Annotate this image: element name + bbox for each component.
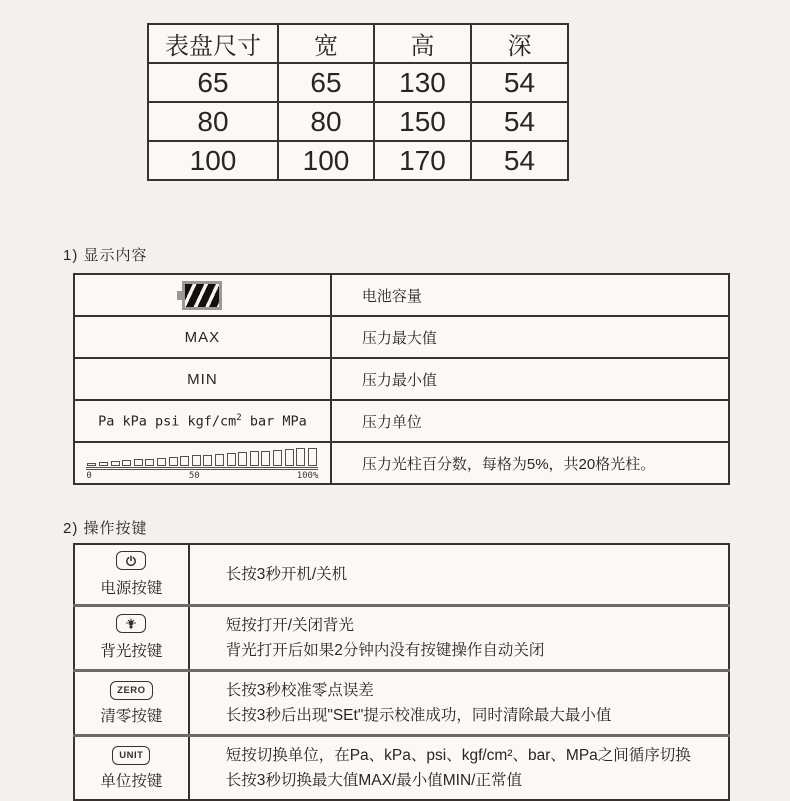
- zero-key-label: 清零按键: [100, 707, 163, 725]
- tick-100: 100%: [296, 470, 319, 481]
- bar-segment: [238, 452, 247, 465]
- bar-segment: [145, 459, 154, 466]
- desc-line: 长按3秒校准零点误差: [225, 681, 374, 699]
- bar-graph-ticks: [86, 471, 318, 481]
- bar-segment: [99, 462, 108, 466]
- zero-key-cell: [74, 670, 189, 735]
- cell: 65: [278, 63, 374, 102]
- bar-segment: [122, 460, 131, 465]
- desc-line: 背光打开后如果2分钟内没有按键操作自动关闭: [225, 641, 545, 659]
- bargraph-cell: [74, 442, 331, 484]
- bar-segment: [192, 455, 201, 465]
- power-key-label: 电源按键: [100, 579, 163, 597]
- cell: 100: [148, 141, 278, 180]
- header-dial-size: 表盘尺寸: [148, 24, 278, 63]
- backlight-key-label: 背光按键: [100, 642, 163, 660]
- power-key-desc: 长按3秒开机/关机: [189, 544, 729, 605]
- table-row-max: [74, 316, 729, 358]
- table-row-zero-key: [74, 670, 729, 735]
- cell: 100: [278, 141, 374, 180]
- table-row: [148, 102, 568, 141]
- cell: 80: [148, 102, 278, 141]
- display-content-table: [73, 273, 730, 485]
- bar-segment: [87, 463, 96, 466]
- bargraph-icon: [86, 446, 318, 481]
- bar-segment: [296, 448, 305, 465]
- cell: 65: [148, 63, 278, 102]
- cell: 54: [471, 63, 568, 102]
- dial-size-table: [147, 23, 569, 181]
- tick-50: 50: [188, 470, 200, 481]
- max-label: MAX: [74, 316, 331, 358]
- backlight-key-cell: [74, 605, 189, 670]
- unit-key-label: 单位按键: [100, 772, 163, 790]
- bar-segment: [111, 461, 120, 466]
- bar-segment: [308, 448, 317, 466]
- max-desc: 压力最大值: [331, 316, 729, 358]
- table-row-backlight-key: [74, 605, 729, 670]
- power-icon: [116, 551, 146, 570]
- bar-segment: [180, 456, 189, 465]
- unit-key-icon: UNIT: [112, 746, 150, 765]
- table-row-battery: [74, 274, 729, 316]
- backlight-icon: [116, 614, 146, 633]
- battery-desc: 电池容量: [331, 274, 729, 316]
- backlight-key-desc: [189, 605, 729, 670]
- bar-segment: [250, 451, 259, 465]
- cell: 130: [374, 63, 471, 102]
- zero-key-desc: [189, 670, 729, 735]
- cell: 54: [471, 141, 568, 180]
- bar-segment: [157, 458, 166, 466]
- table-row-min: [74, 358, 729, 400]
- bar-segment: [261, 451, 270, 466]
- operation-keys-table: [73, 543, 730, 801]
- table-row-units: [74, 400, 729, 442]
- unit-key-desc: [189, 735, 729, 800]
- bar-graph-baseline: [86, 467, 318, 470]
- header-depth: 深: [471, 24, 568, 63]
- tick-0: 0: [86, 470, 92, 481]
- bar-segment: [273, 450, 282, 466]
- table-row: [148, 141, 568, 180]
- section-heading-operation-keys: 2) 操作按键: [63, 520, 148, 537]
- bar-segment: [215, 454, 224, 466]
- power-key-cell: [74, 544, 189, 605]
- desc-line: 短按切换单位，在Pa、kPa、psi、kgf/cm²、bar、MPa之间循序切换: [225, 746, 691, 764]
- table-header-row: [148, 24, 568, 63]
- header-height: 高: [374, 24, 471, 63]
- cell: 170: [374, 141, 471, 180]
- units-text: bar MPa: [241, 413, 307, 430]
- unit-key-cell: [74, 735, 189, 800]
- cell: 80: [278, 102, 374, 141]
- bar-segment: [134, 459, 143, 465]
- desc-line: 长按3秒切换最大值MAX/最小值MIN/正常值: [225, 771, 522, 789]
- bar-segment: [169, 457, 178, 466]
- bar-segment: [203, 455, 212, 466]
- units-desc: 压力单位: [331, 400, 729, 442]
- min-label: MIN: [74, 358, 331, 400]
- cell: 54: [471, 102, 568, 141]
- units-text: Pa kPa psi kgf/cm: [98, 413, 237, 430]
- battery-cell: [74, 274, 331, 316]
- desc-line: 短按打开/关闭背光: [225, 616, 355, 634]
- bargraph-desc: 压力光柱百分数，每格为5%，共20格光柱。: [331, 442, 729, 484]
- units-sup: 2: [236, 412, 242, 423]
- battery-icon: [182, 281, 222, 310]
- pressure-units-label: [74, 400, 331, 442]
- zero-key-icon: ZERO: [110, 681, 152, 700]
- header-width: 宽: [278, 24, 374, 63]
- bar-graph-segments: [86, 446, 318, 466]
- cell: 150: [374, 102, 471, 141]
- desc-line: 长按3秒后出现"SEt"提示校准成功，同时清除最大最小值: [225, 706, 612, 724]
- table-row-unit-key: [74, 735, 729, 800]
- bar-segment: [227, 453, 236, 465]
- section-heading-display-content: 1) 显示内容: [63, 247, 148, 264]
- table-row-power-key: [74, 544, 729, 605]
- table-row-bargraph: [74, 442, 729, 484]
- min-desc: 压力最小值: [331, 358, 729, 400]
- bar-segment: [285, 449, 294, 465]
- table-row: [148, 63, 568, 102]
